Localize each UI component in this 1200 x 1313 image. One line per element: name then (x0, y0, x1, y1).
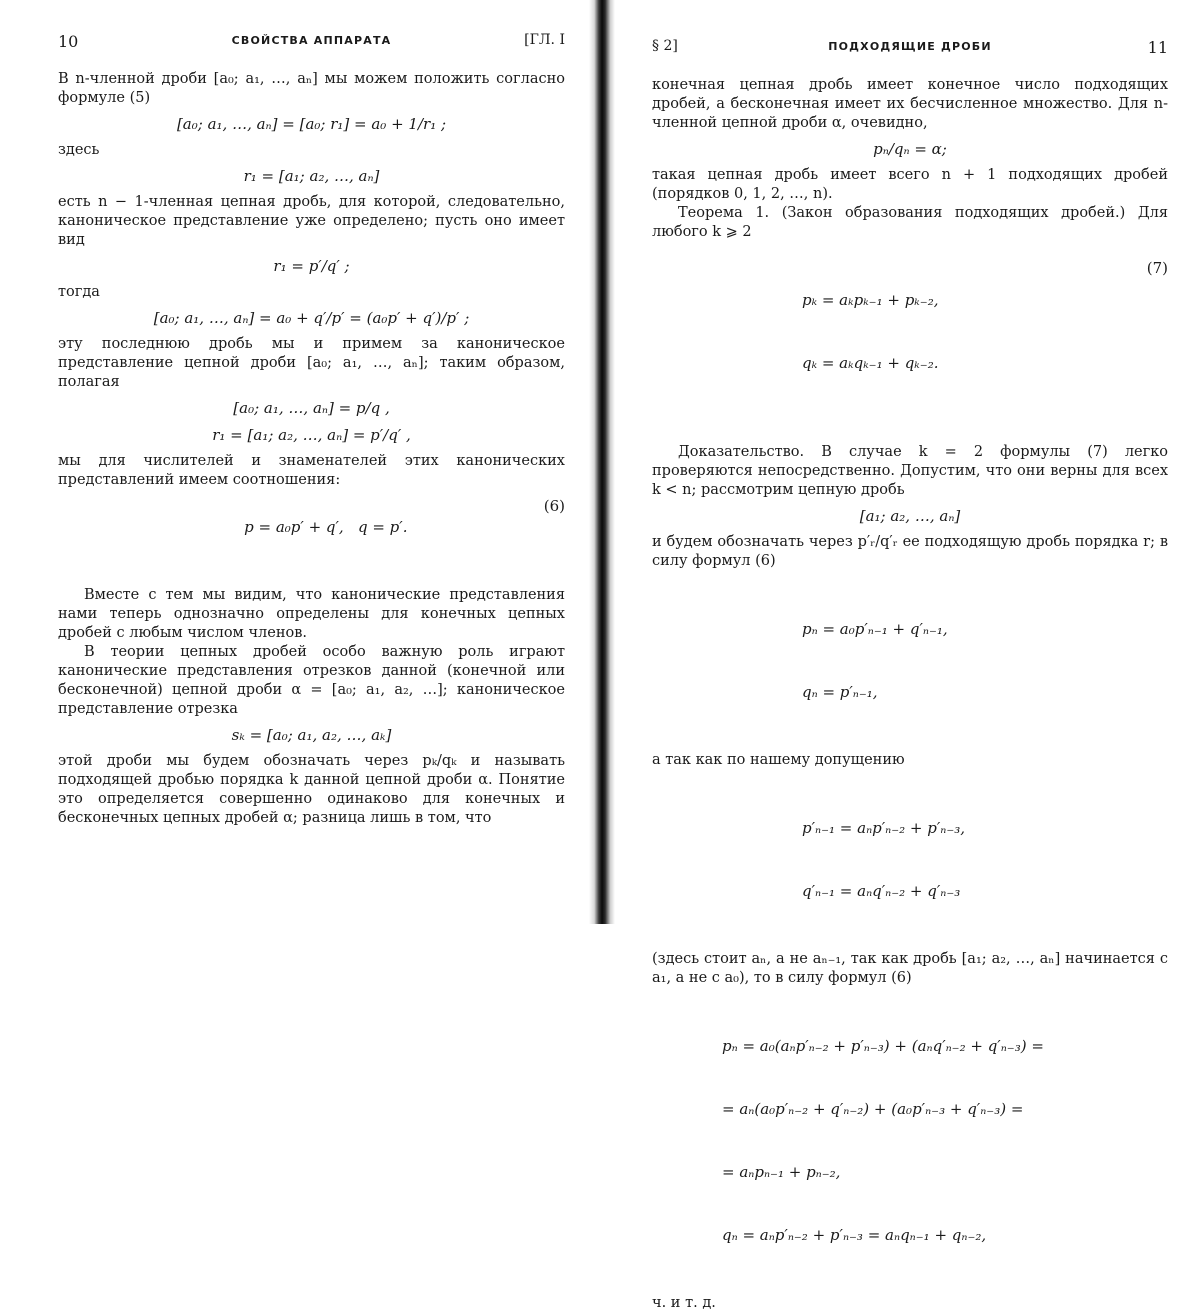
paragraph: здесь (58, 142, 100, 158)
left-running-title: СВОЙСТВА АППАРАТА (231, 34, 392, 47)
formula-7 (652, 248, 1168, 437)
formula-block (652, 776, 1168, 944)
right-running-title: ПОДХОДЯЩИЕ ДРОБИ (828, 40, 992, 53)
paragraph: есть n − 1-членная цепная дробь, для которой, следовательно, каноническое представление уже определено; пусть оно имеет вид (58, 194, 565, 248)
formula: [a₀; a₁, …, aₙ] = p/q , (233, 399, 390, 417)
formula: sₖ = [a₀; a₁, a₂, …, aₖ] (231, 726, 392, 744)
formula-line: q′ₙ₋₁ = aₙq′ₙ₋₂ + q′ₙ₋₃ (802, 882, 961, 900)
formula: r₁ = [a₁; a₂, …, aₙ] (243, 167, 380, 185)
paragraph: (здесь стоит aₙ, а не aₙ₋₁, так как дробь [a₁; a₂, …, aₙ] начинается с a₁, а не с a₀), то в силу формул (6) (652, 951, 1168, 986)
paragraph: конечная цепная дробь имеет конечное число подходящих дробей, а бесконечная имеет их бесчисленное множество. Для n-членной цепной дроби α, очевидно, (652, 77, 1168, 131)
paragraph: Доказательство. В случае k = 2 формулы (7) легко проверяются непосредственно. Допустим, что они верны для всех k < n; рассмотрим цепную дробь (652, 444, 1168, 498)
paragraph: В теории цепных дробей особо важную роль играют канонические представления отрезков данной (конечной или бесконечной) цепной дроби α = [a₀; a₁, a₂, …]; каноническое представление отрезка (58, 644, 565, 717)
formula: [a₁; a₂, …, aₙ] (859, 507, 961, 525)
left-page (0, 0, 595, 924)
formula-body: p = a₀p′ + q′, q = p′. (244, 518, 408, 536)
formula-line: pₙ = a₀p′ₙ₋₁ + q′ₙ₋₁, (802, 620, 948, 638)
formula-6 (58, 496, 565, 580)
chapter-marker: [ГЛ. I (524, 32, 565, 48)
formula-line: qₙ = p′ₙ₋₁, (802, 683, 878, 701)
paragraph: мы для числителей и знаменателей этих канонических представлений имеем соотношения: (58, 453, 565, 488)
formula: [a₀; a₁, …, aₙ] = a₀ + q′/p′ = (a₀p′ + q′)/p′ ; (153, 309, 470, 327)
formula-line: qₖ = aₖqₖ₋₁ + qₖ₋₂. (802, 354, 939, 372)
formula-line: = aₙ(a₀p′ₙ₋₂ + q′ₙ₋₂) + (a₀p′ₙ₋₃ + q′ₙ₋₃) = (722, 1100, 1024, 1118)
formula: r₁ = p′/q′ ; (273, 257, 350, 275)
paragraph: такая цепная дробь имеет всего n + 1 подходящих дробей (порядков 0, 1, 2, …, n). (652, 167, 1168, 202)
section-marker: § 2] (652, 38, 678, 54)
formula: [a₀; a₁, …, aₙ] = [a₀; r₁] = a₀ + 1/r₁ ; (176, 115, 447, 133)
paragraph: этой дроби мы будем обозначать через pₖ/qₖ и называть подходящей дробью порядка k данной цепной дроби α. Понятие это определяется совершенно одинаково для конечных и бесконечных цепных дробей α; разница лишь в том, что (58, 753, 565, 826)
right-page-header (652, 38, 1168, 64)
left-page-header (58, 32, 565, 58)
theorem-statement: Теорема 1. (Закон образования подходящих дробей.) Для любого k ⩾ 2 (652, 205, 1168, 240)
paragraph: а так как по нашему допущению (652, 752, 905, 768)
paragraph: эту последнюю дробь мы и примем за каноническое представление цепной дроби [a₀; a₁, …, aₙ]; таким образом, полагая (58, 336, 565, 390)
paragraph: В n-членной дроби [a₀; a₁, …, aₙ] мы можем положить согласно формуле (5) (58, 71, 565, 106)
paragraph: тогда (58, 284, 100, 300)
formula-block (652, 577, 1168, 745)
paragraph: и будем обозначать через p′ᵣ/q′ᵣ ее подходящую дробь порядка r; в силу формул (6) (652, 534, 1168, 569)
equation-number: (6) (543, 497, 565, 515)
formula-block (652, 994, 1168, 1288)
left-page-number: 10 (58, 32, 79, 51)
formula-line: pₖ = aₖpₖ₋₁ + pₖ₋₂, (802, 291, 939, 309)
right-page (612, 0, 1200, 1311)
formula: pₙ/qₙ = α; (873, 140, 947, 158)
closing-text: ч. и т. д. (652, 1295, 716, 1311)
equation-number: (7) (1146, 259, 1168, 277)
formula-line: = aₙpₙ₋₁ + pₙ₋₂, (722, 1163, 841, 1181)
formula-line: pₙ = a₀(aₙp′ₙ₋₂ + p′ₙ₋₃) + (aₙq′ₙ₋₂ + q′ₙ₋₃) = (722, 1037, 1044, 1055)
paragraph: Вместе с тем мы видим, что канонические представления нами теперь однозначно определены для конечных цепных дробей с любым числом членов. (58, 587, 565, 641)
formula-line: p′ₙ₋₁ = aₙp′ₙ₋₂ + p′ₙ₋₃, (802, 819, 966, 837)
right-page-number: 11 (1147, 38, 1168, 57)
formula-line: qₙ = aₙp′ₙ₋₂ + p′ₙ₋₃ = aₙqₙ₋₁ + qₙ₋₂, (722, 1226, 987, 1244)
formula: r₁ = [a₁; a₂, …, aₙ] = p′/q′ , (212, 426, 411, 444)
